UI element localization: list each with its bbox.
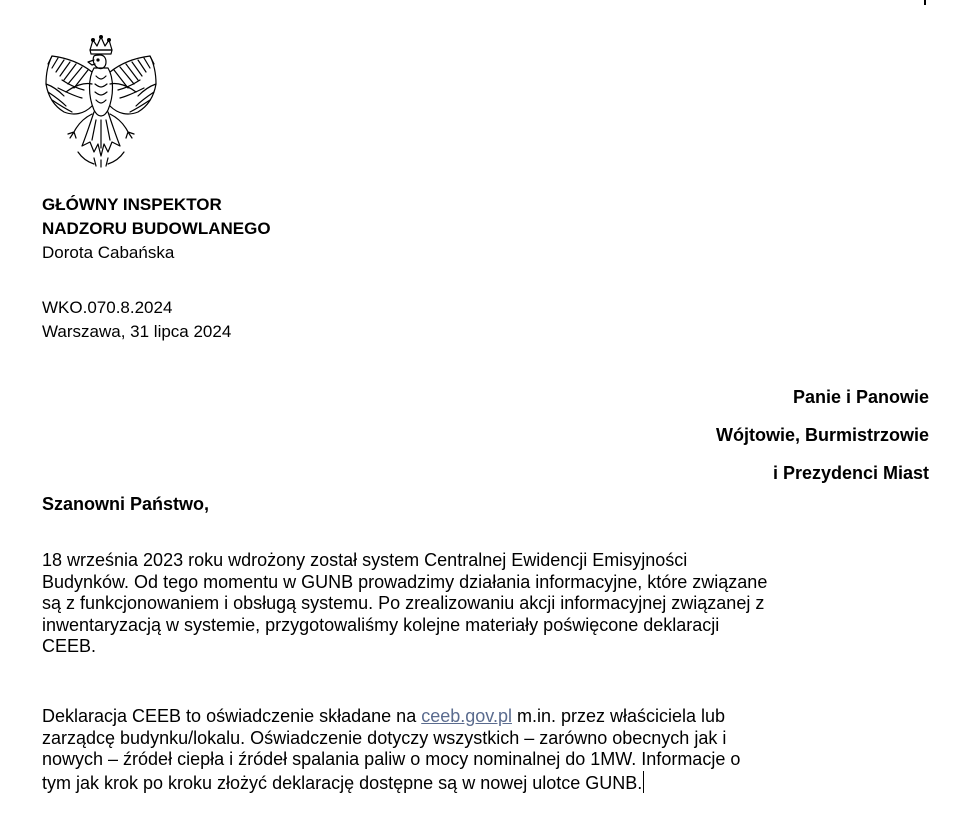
polish-eagle-emblem-icon (38, 34, 164, 168)
letter-meta (42, 296, 231, 344)
recipients-block (716, 378, 929, 492)
paragraph-text: tym jak krok po kroku złożyć deklarację dostępne są w nowej ulotce GUNB. (42, 772, 643, 793)
paragraph-line: CEEB. (42, 636, 97, 657)
page-corner-mark (924, 0, 926, 5)
paragraph-line: nowych – źródeł ciepła i źródeł spalania paliw o mocy nominalnej do 1MW. Informacje o (42, 749, 741, 770)
paragraph-line: inwentaryzacją w systemie, przygotowaliśmy kolejne materiały poświęcone deklaracji (42, 614, 720, 635)
sender-name: Dorota Cabańska (42, 243, 175, 262)
place-and-date: Warszawa, 31 lipca 2024 (42, 322, 232, 341)
paragraph-line: 18 września 2023 roku wdrożony został system Centralnej Ewidencji Emisyjności (42, 550, 688, 570)
paragraph-line (42, 706, 942, 728)
recipient-line: Panie i Panowie (792, 387, 929, 407)
paragraph-line: zarządcę budynku/lokalu. Oświadczenie dotyczy wszystkich – zarówno obecnych jak i (42, 727, 727, 748)
paragraph-line: Budynków. Od tego momentu w GUNB prowadzimy działania informacyjne, które związane (42, 571, 768, 592)
reference-number: WKO.070.8.2024 (42, 298, 173, 317)
text-cursor (643, 771, 644, 793)
paragraph-line: są z funkcjonowaniem i obsługą systemu. Po zrealizowaniu akcji informacyjnej związanej z (42, 593, 765, 614)
paragraph-text: m.in. przez właściciela lub (511, 706, 726, 726)
paragraph-2 (42, 706, 942, 794)
recipient-line: Wójtowie, Burmistrzowie (715, 425, 929, 445)
paragraph-text: Deklaracja CEEB to oświadczenie składane na (42, 706, 422, 726)
salutation: Szanowni Państwo, (42, 494, 210, 514)
paragraph-line (42, 771, 942, 795)
recipient-line: i Prezydenci Miast (772, 463, 929, 483)
sender-title-line1: GŁÓWNY INSPEKTOR (42, 195, 222, 214)
paragraph-1 (42, 550, 942, 658)
sender-block (42, 193, 271, 265)
sender-title-line2: NADZORU BUDOWLANEGO (42, 219, 271, 238)
ceeb-website-link[interactable]: ceeb.gov.pl (421, 706, 512, 726)
